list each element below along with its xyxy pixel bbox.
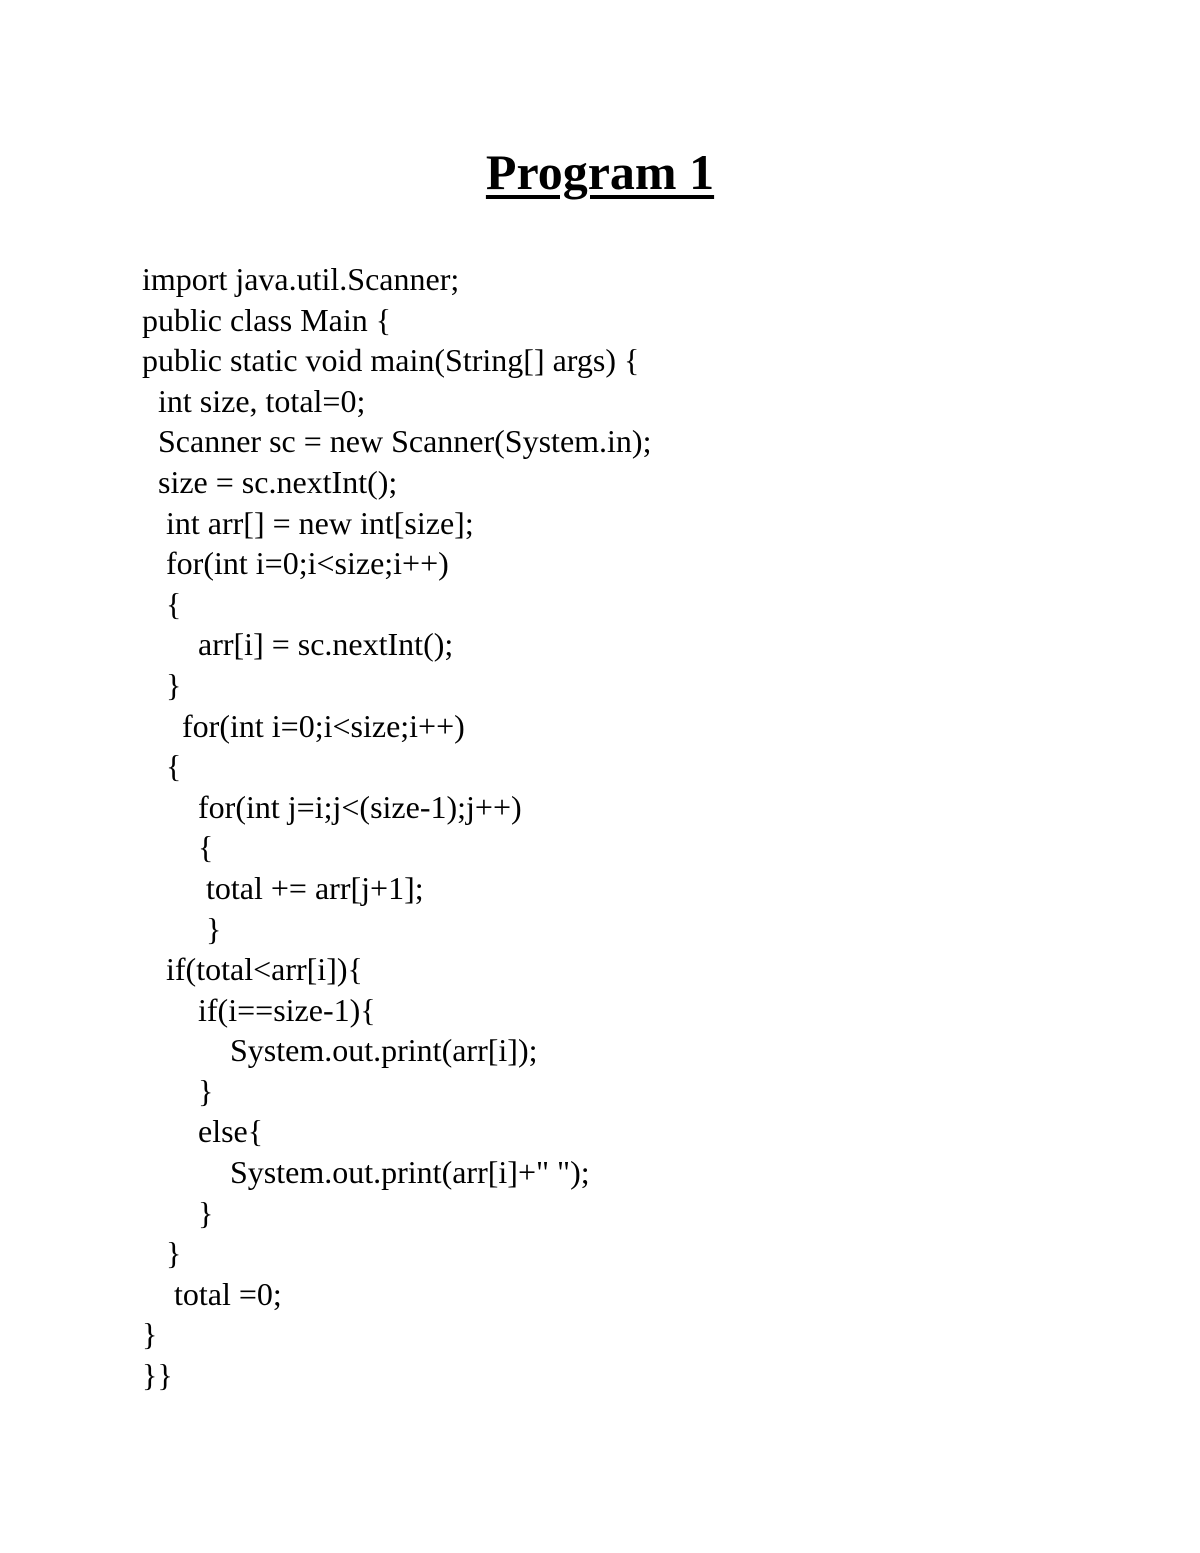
code-line: { (142, 829, 214, 866)
code-line: total += arr[j+1]; (142, 869, 424, 906)
code-line: total =0; (142, 1275, 282, 1312)
code-line: } (142, 1316, 158, 1353)
code-line: } (142, 1235, 182, 1272)
code-line: import java.util.Scanner; (142, 261, 460, 297)
code-line: Scanner sc = new Scanner(System.in); (142, 423, 652, 460)
code-line: for(int j=i;j<(size-1);j++) (142, 788, 522, 825)
code-line: arr[i] = sc.nextInt(); (142, 626, 454, 663)
code-block (142, 259, 1122, 1396)
code-line: } (142, 666, 182, 703)
code-line: { (142, 585, 182, 622)
code-line: }} (142, 1357, 173, 1394)
code-line: } (142, 910, 222, 947)
code-line: { (142, 748, 182, 785)
code-line: public class Main { (142, 301, 392, 338)
code-line: size = sc.nextInt(); (142, 463, 398, 500)
code-line: int arr[] = new int[size]; (142, 504, 474, 541)
code-line: for(int i=0;i<size;i++) (142, 707, 465, 744)
code-line: for(int i=0;i<size;i++) (142, 545, 449, 582)
code-line: if(total<arr[i]){ (142, 951, 363, 988)
page-title (0, 140, 1200, 204)
code-line: int size, total=0; (142, 382, 366, 419)
code-line: System.out.print(arr[i]); (142, 1032, 538, 1069)
code-line: } (142, 1194, 214, 1231)
code-line: if(i==size-1){ (142, 991, 376, 1028)
page-title-text: Program 1 (485, 144, 715, 200)
code-line: public static void main(String[] args) { (142, 342, 640, 379)
code-line: else{ (142, 1113, 264, 1150)
code-line: System.out.print(arr[i]+" "); (142, 1154, 590, 1191)
code-line: } (142, 1072, 214, 1109)
